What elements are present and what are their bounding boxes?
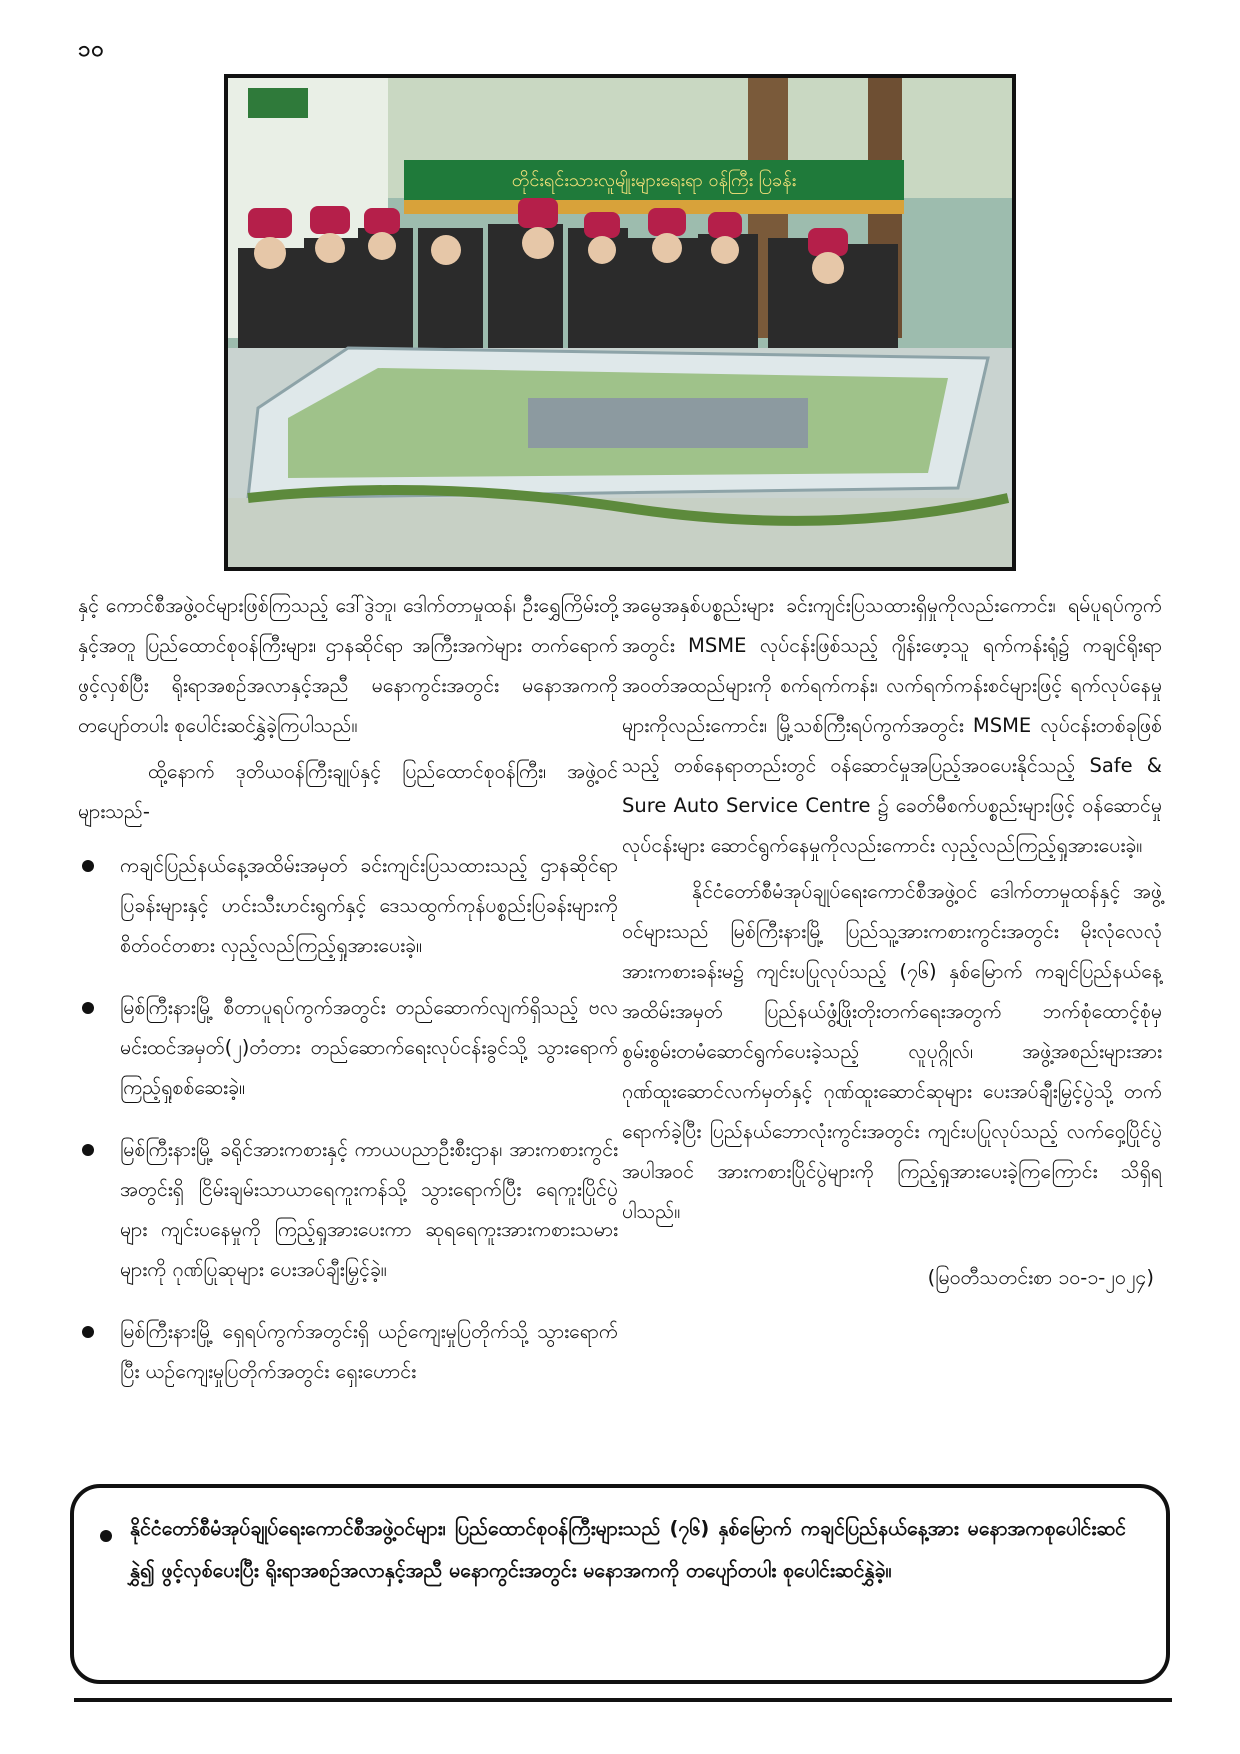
bullet-icon [100,1530,112,1542]
bullet-item: မြစ်ကြီးနားမြို့ ရှေရပ်ကွက်အတွင်းရှိ ယဉ်ကျေးမှုပြတိုက်သို့ သွားရောက်ပြီး ယဉ်ကျေးမှုပြတိုက်အတွင်း ရှေးဟောင်း [78,1312,618,1392]
page-number: ၁၀ [78,37,105,62]
article-paragraph: နိုင်ငံတော်စီမံအုပ်ချုပ်ရေးကောင်စီအဖွဲ့ဝင် ဒေါက်တာမှုထန်နှင့် အဖွဲ့ဝင်များသည် မြစ်ကြီးနားမြို့ ပြည်သူ့အားကစားကွင်းအတွင်း မိုးလုံလေလုံအားကစားခန်းမ၌ ကျင်းပပြုလုပ်သည့် (၇၆) နှစ်မြောက် ကချင်ပြည်နယ်နေ့အထိမ်းအမှတ် ပြည်နယ်ဖွံ့ဖြိုးတိုးတက်ရေးအတွက် ဘက်စုံထောင့်စုံမှ စွမ်းစွမ်းတမံဆောင်ရွက်ပေးခဲ့သည့် လူပုဂ္ဂိုလ်၊ အဖွဲ့အစည်းများအား ဂုဏ်ထူးဆောင်လက်မှတ်နှင့် ဂုဏ်ထူးဆောင်ဆုများ ပေးအပ်ချီးမြှင့်ပွဲသို့ တက်ရောက်ခဲ့ပြီး ပြည်နယ်ဘောလုံးကွင်းအတွင်း ကျင်းပပြုလုပ်သည့် လက်ဝှေ့ပြိုင်ပွဲအပါအဝင် အားကစားပြိုင်ပွဲများကို ကြည့်ရှုအားပေးခဲ့ကြကြောင်း သိရှိရပါသည်။ [622,880,1162,1223]
photo-banner-text: တိုင်းရင်းသားလူမျိုးများရေးရာ ဝန်ကြီး ပြခန်း [511,170,797,191]
left-column [78,586,618,1414]
bullet-list [78,846,618,1392]
news-photo [224,74,1016,571]
source-citation: (မြဝတီသတင်းစာ ၁၀-၁-၂၀၂၄) [927,1266,1154,1289]
article-paragraph: အမွေအနှစ်ပစ္စည်းများ ခင်းကျင်းပြသထားရှိမှုကိုလည်းကောင်း၊ ရမ်ပူရပ်ကွက်အတွင်း MSME လုပ်ငန်းဖြစ်သည့် ဂျိန်းဖော့သူ ရက်ကန်းရုံ၌ ကချင်ရိုးရာအဝတ်အထည်များကို စက်ရက်ကန်း၊ လက်ရက်ကန်းစင်များဖြင့် ရက်လုပ်နေမှုများကိုလည်းကောင်း၊ မြို့သစ်ကြီးရပ်ကွက်အတွင်း MSME လုပ်ငန်းတစ်ခုဖြစ်သည့် တစ်နေရာတည်းတွင် ဝန်ဆောင်မှုအပြည့်အဝပေးနိုင်သည့် Safe & Sure Auto Service Centre ၌ ခေတ်မီစက်ပစ္စည်းများဖြင့် ဝန်ဆောင်မှုလုပ်ငန်းများ ဆောင်ရွက်နေမှုကိုလည်းကောင်း လှည့်လည်ကြည့်ရှုအားပေးခဲ့။ [622,594,1162,857]
bullet-item: မြစ်ကြီးနားမြို့ ခရိုင်အားကစားနှင့် ကာယပညာဦးစီးဌာန၊ အားကစားကွင်းအတွင်းရှိ ငြိမ်းချမ်းသာယာရေကူးကန်သို့ သွားရောက်ပြီး ရေကူးပြိုင်ပွဲများ ကျင်းပနေမှုကို ကြည့်ရှုအားပေးကာ ဆုရရေကူးအားကစားသမားများကို ဂုဏ်ပြုဆုများ ပေးအပ်ချီးမြှင့်ခဲ့။ [78,1130,618,1290]
article-paragraph: နှင့် ကောင်စီအဖွဲ့ဝင်များဖြစ်ကြသည့် ဒေါ်ဒွဲဘူ၊ ဒေါက်တာမှုထန်၊ ဦးရွှေကြိမ်းတို့နှင့်အတူ ပြည်ထောင်စုဝန်ကြီးများ၊ ဌာနဆိုင်ရာ အကြီးအကဲများ တက်ရောက်ဖွင့်လှစ်ပြီး ရိုးရာအစဉ်အလာနှင့်အညီ မနောကွင်းအတွင်း မနောအကကို တပျော်တပါး စုပေါင်းဆင်နွှဲခဲ့ကြပါသည်။ [78,594,618,737]
highlight-text: နိုင်ငံတော်စီမံအုပ်ချုပ်ရေးကောင်စီအဖွဲ့ဝင်များ၊ ပြည်ထောင်စုဝန်ကြီးများသည် (၇၆) နှစ်မြောက် ကချင်ပြည်နယ်နေ့အား မနောအကစုပေါင်းဆင်နွှဲ၍ ဖွင့်လှစ်ပေးပြီး ရိုးရာအစဉ်အလာနှင့်အညီ မနောကွင်းအတွင်း မနောအကကို တပျော်တပါး စုပေါင်းဆင်နွှဲခဲ့။ [130,1517,1126,1582]
bottom-divider [74,1698,1172,1702]
article-paragraph: ထို့နောက် ဒုတိယဝန်ကြီးချုပ်နှင့် ပြည်ထောင်စုဝန်ကြီး၊ အဖွဲ့ဝင်များသည်- [78,760,618,823]
right-column [622,586,1162,1298]
bullet-item: ကချင်ပြည်နယ်နေ့အထိမ်းအမှတ် ခင်းကျင်းပြသထားသည့် ဌာနဆိုင်ရာပြခန်းများနှင့် ဟင်းသီးဟင်းရွက်နှင့် ဒေသထွက်ကုန်ပစ္စည်းပြခန်းများကို စိတ်ဝင်တစား လှည့်လည်ကြည့်ရှုအားပေးခဲ့။ [78,846,618,966]
highlight-box [70,1484,1170,1684]
exhibition-photo-illustration [228,78,1012,567]
bullet-item: မြစ်ကြီးနားမြို့ စီတာပူရပ်ကွက်အတွင်း တည်ဆောက်လျက်ရှိသည့် ဗလမင်းထင်အမှတ်(၂)တံတား တည်ဆောက်ရေးလုပ်ငန်းခွင်သို့ သွားရောက်ကြည့်ရှုစစ်ဆေးခဲ့။ [78,988,618,1108]
